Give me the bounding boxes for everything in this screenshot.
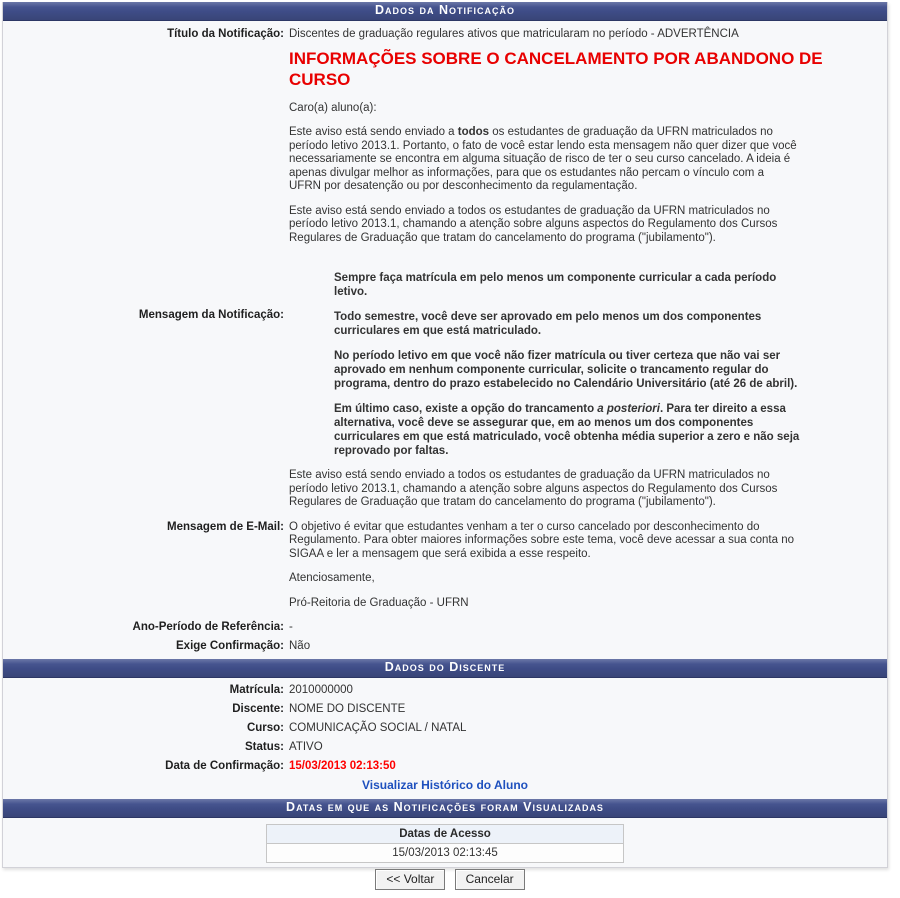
access-dates-table — [266, 824, 624, 863]
student-name-row — [3, 703, 887, 717]
message-paragraph-1-rest: os estudantes de graduação da UFRN matriculados no período letivo 2013.1. Portanto, o fato de você estar lendo esta mensagem não quer dizer que você necessariamente se encontra em alguma situação de risco de ter o seu curso cancelado. A ideia é apenas divulgar melhor as informações, para que os estudantes não percam o vínculo com a UFRN por desatenção ou por desconhecimento da regulamentação. — [289, 126, 797, 192]
message-paragraph-1 — [289, 126, 799, 194]
confirmation-date-value: 15/03/2013 02:13:50 — [289, 759, 396, 772]
student-status-label: Status: — [245, 740, 284, 753]
confirmation-date-row — [3, 760, 887, 774]
notification-panel — [2, 2, 888, 868]
message-rule-4 — [334, 402, 804, 458]
notification-title-row — [3, 21, 887, 42]
message-rule-3: No período letivo em que você não fizer matrícula ou tiver certeza que não vai ser aprovado em nenhum componente curricular, solicite o trancamento regular do programa, dentro do prazo estabelecido no Calendário Universitário (até 26 de abril). — [334, 350, 798, 390]
student-status-value: ATIVO — [289, 740, 323, 753]
message-rule-1: Sempre faça matrícula em pelo menos um componente curricular a cada período letivo. — [334, 272, 777, 298]
action-buttons — [0, 869, 900, 890]
requires-confirmation-value: Não — [289, 639, 311, 652]
student-registration-row — [3, 684, 887, 698]
message-paragraph-3: Este aviso está sendo enviado a todos os estudantes de graduação da UFRN matriculados no período letivo 2013.1, chamando a atenção sobre alguns aspectos do Regulamento dos Cursos Regulares de Graduação que tratam do cancelamento do programa ("jubilamento"). — [289, 469, 778, 508]
message-rule-4-italic: a posteriori — [597, 403, 660, 415]
student-registration-label: Matrícula: — [229, 683, 284, 696]
message-rule-2: Todo semestre, você deve ser aprovado em pelo menos um dos componentes curriculares em que está matriculado. — [334, 311, 762, 337]
notification-message-label: Mensagem da Notificação: — [138, 309, 284, 322]
student-course-row — [3, 722, 887, 736]
history-link-row — [3, 778, 887, 792]
email-signature: Pró-Reitoria de Graduação - UFRN — [289, 596, 469, 609]
student-course-label: Curso: — [246, 721, 284, 734]
notification-message-body — [289, 42, 887, 521]
message-rule-4-text: Em último caso, existe a opção do trancamento — [334, 403, 598, 415]
email-closing: Atenciosamente, — [289, 572, 375, 584]
email-message-body — [289, 521, 887, 622]
student-course-value: COMUNICAÇÃO SOCIAL / NATAL — [289, 721, 467, 734]
section-header-notification-data: Dados da Notificação — [3, 2, 887, 21]
message-rule-4-rest: . Para ter direito a essa alternativa, você deve se assegurar que, em ao menos um dos componentes curriculares em que está matriculado, você obtenha média superior a zero e não seja reprovado por faltas. — [334, 403, 800, 457]
reference-period-value: - — [289, 621, 293, 633]
email-message-label: Mensagem de E-Mail: — [167, 520, 284, 533]
student-name-value: NOME DO DISCENTE — [289, 702, 406, 715]
message-rules-block — [334, 271, 804, 458]
message-paragraph-1-bold: todos — [457, 126, 490, 138]
requires-confirmation-row — [3, 635, 887, 660]
access-dates-header-row — [267, 825, 624, 844]
view-student-history-link[interactable]: Visualizar Histórico do Aluno — [361, 778, 529, 792]
section-header-student-data: Dados do Discente — [3, 659, 887, 678]
message-paragraph-2: Este aviso está sendo enviado a todos os estudantes de graduação da UFRN matriculados no período letivo 2013.1, chamando a atenção sobre alguns aspectos do Regulamento dos Cursos Regulares de Graduação que tratam do cancelamento do programa ("jubilamento"). — [289, 204, 778, 244]
table-row — [267, 844, 624, 863]
email-body-text: O objetivo é evitar que estudantes venham a ter o curso cancelado por desconhecimento do Regulamento. Para obter maiores informações sobre este tema, você deve acessar a sua conta no SIGAA e ler a mensagem que será exibida a esse respeito. — [289, 520, 794, 560]
student-name-label: Discente: — [232, 702, 284, 715]
student-status-row — [3, 741, 887, 755]
notification-message-row — [3, 42, 887, 521]
back-button[interactable]: << Voltar — [375, 869, 445, 890]
email-message-row — [3, 521, 887, 622]
student-registration-value: 2010000000 — [289, 683, 353, 696]
cancel-button[interactable]: Cancelar — [455, 869, 525, 890]
notification-title-value: Discentes de graduação regulares ativos que matricularam no período - ADVERTÊNCIA — [289, 28, 739, 40]
notification-title-label: Título da Notificação: — [167, 28, 284, 40]
access-dates-header: Datas de Acesso — [267, 825, 624, 844]
section-header-visualization-dates: Datas em que as Notificações foram Visualizadas — [3, 799, 887, 818]
requires-confirmation-label: Exige Confirmação: — [176, 639, 284, 652]
message-paragraph-1-text: Este aviso está sendo enviado a — [289, 126, 458, 138]
access-date-cell: 15/03/2013 02:13:45 — [267, 844, 624, 863]
reference-period-label: Ano-Período de Referência: — [132, 621, 284, 633]
confirmation-date-label: Data de Confirmação: — [165, 759, 284, 772]
reference-period-row — [3, 621, 887, 635]
message-heading: INFORMAÇÕES SOBRE O CANCELAMENTO POR ABANDONO DE CURSO — [289, 48, 823, 89]
message-salutation: Caro(a) aluno(a): — [289, 101, 377, 114]
